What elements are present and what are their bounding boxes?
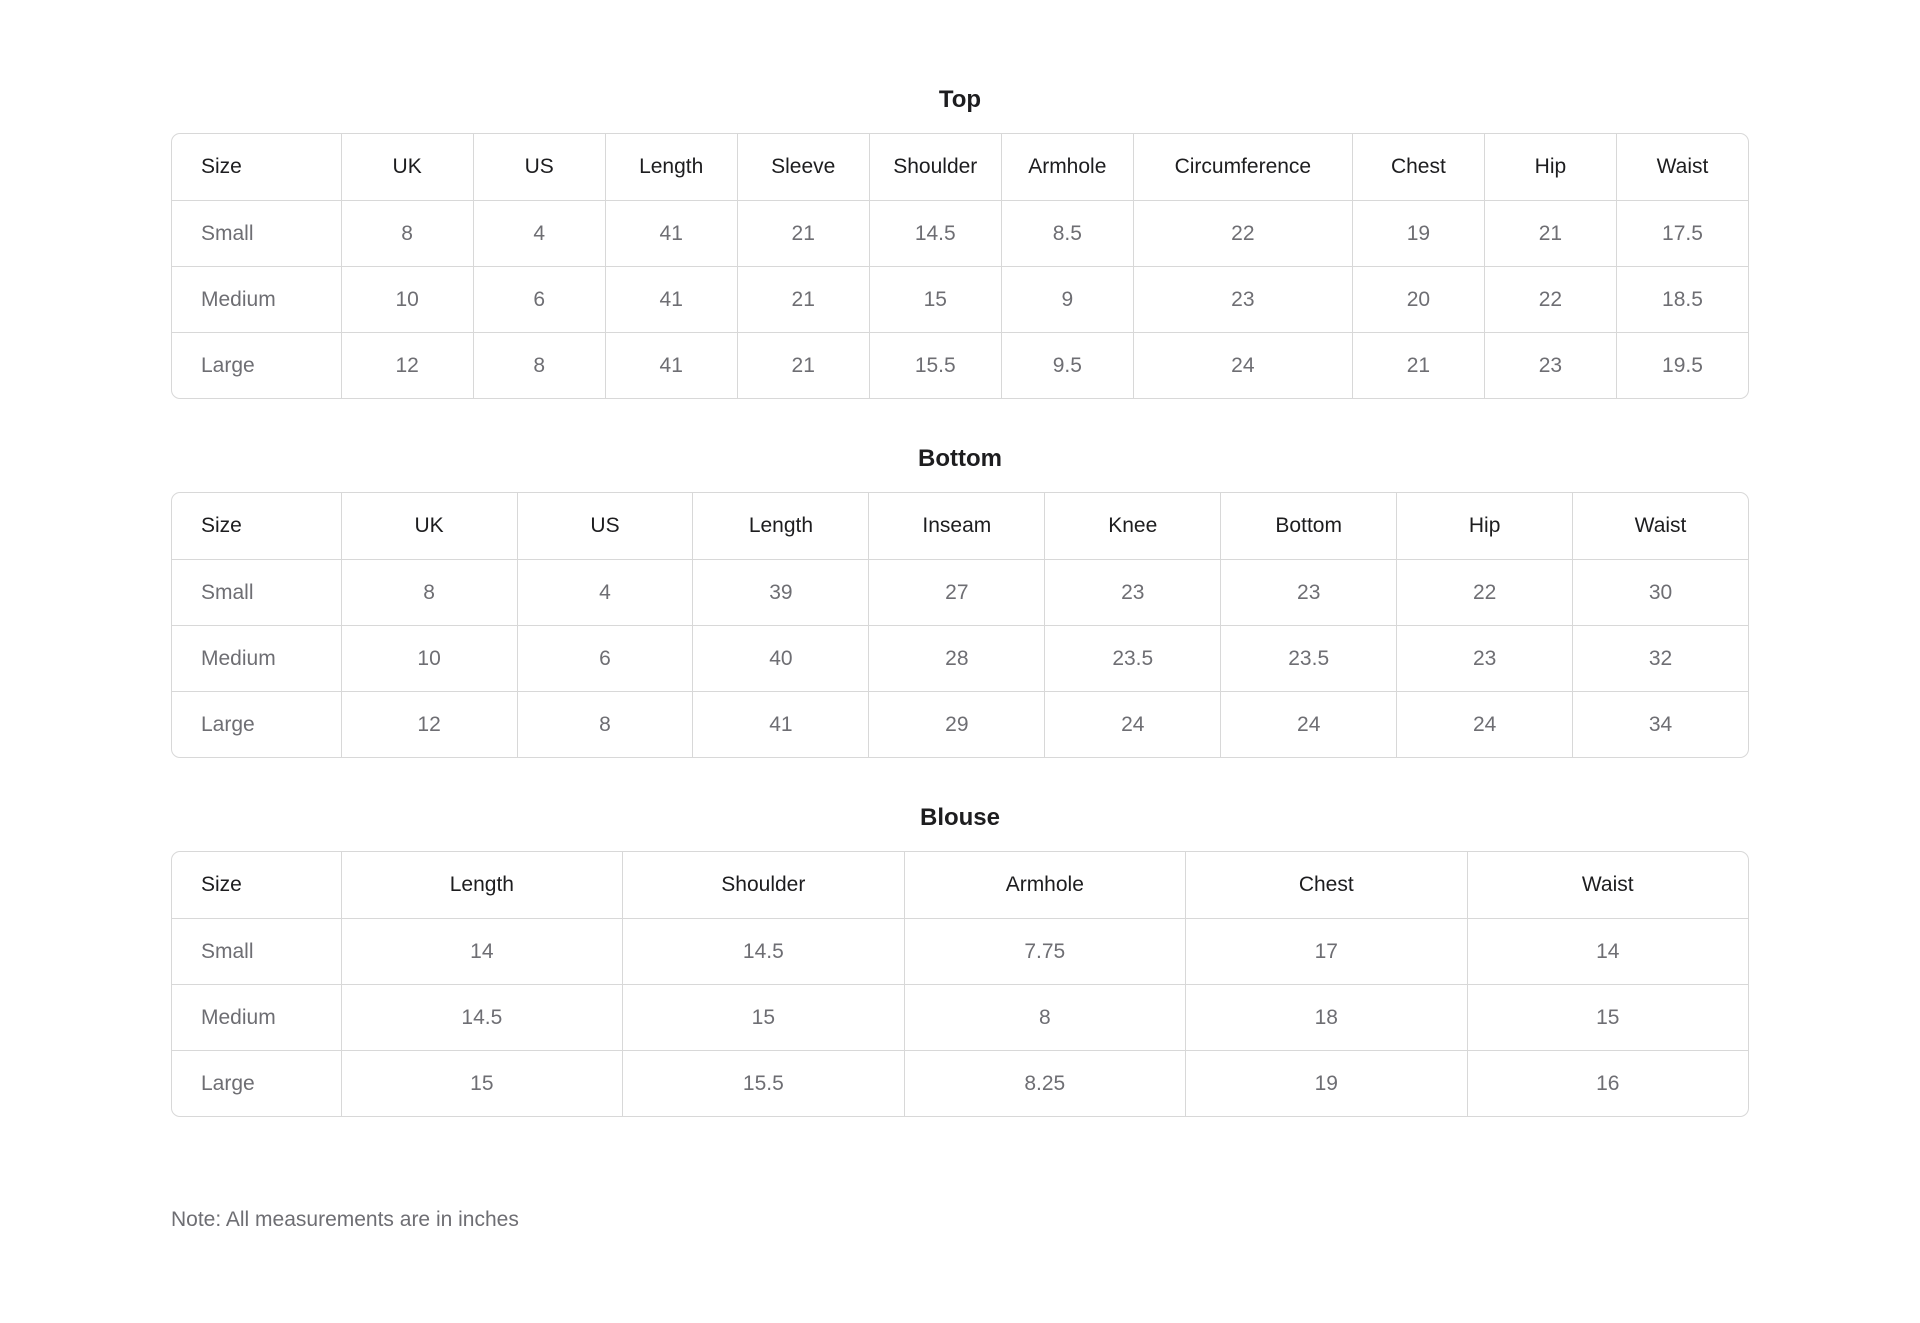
section-bottom xyxy=(171,445,1749,758)
column-header: US xyxy=(473,134,605,200)
measurement-cell: 41 xyxy=(605,332,737,398)
column-header: Circumference xyxy=(1133,134,1352,200)
measurement-cell: 34 xyxy=(1572,691,1748,757)
measurement-cell: 8 xyxy=(517,691,693,757)
column-header: Hip xyxy=(1396,493,1572,559)
size-label-cell: Medium xyxy=(172,984,341,1050)
measurement-cell: 4 xyxy=(517,559,693,625)
column-header: Bottom xyxy=(1220,493,1396,559)
measurement-cell: 20 xyxy=(1352,266,1484,332)
size-table-top xyxy=(172,134,1748,398)
measurement-cell: 9.5 xyxy=(1001,332,1133,398)
measurement-cell: 39 xyxy=(692,559,868,625)
measurement-cell: 23 xyxy=(1044,559,1220,625)
measurement-cell: 21 xyxy=(737,332,869,398)
measurement-cell: 8 xyxy=(904,984,1185,1050)
measurement-cell: 8 xyxy=(473,332,605,398)
size-table-bottom-wrap xyxy=(171,492,1749,758)
table-row xyxy=(172,918,1748,984)
measurement-cell: 14 xyxy=(341,918,622,984)
column-header: Length xyxy=(605,134,737,200)
measurement-cell: 8.25 xyxy=(904,1050,1185,1116)
table-row xyxy=(172,266,1748,332)
measurement-cell: 40 xyxy=(692,625,868,691)
measurement-cell: 29 xyxy=(868,691,1044,757)
size-label-cell: Large xyxy=(172,1050,341,1116)
measurement-cell: 18 xyxy=(1185,984,1466,1050)
measurement-cell: 17 xyxy=(1185,918,1466,984)
measurement-cell: 15 xyxy=(622,984,903,1050)
measurement-cell: 41 xyxy=(605,266,737,332)
measurement-cell: 12 xyxy=(341,332,473,398)
measurement-cell: 23 xyxy=(1484,332,1616,398)
measurement-cell: 23.5 xyxy=(1220,625,1396,691)
measurement-cell: 15 xyxy=(1467,984,1749,1050)
column-header: UK xyxy=(341,493,517,559)
column-header: Inseam xyxy=(868,493,1044,559)
measurement-cell: 8 xyxy=(341,559,517,625)
measurement-cell: 21 xyxy=(737,200,869,266)
measurement-cell: 4 xyxy=(473,200,605,266)
column-header: Waist xyxy=(1572,493,1748,559)
size-table-top-wrap xyxy=(171,133,1749,399)
measurement-cell: 14.5 xyxy=(622,918,903,984)
measurement-cell: 21 xyxy=(737,266,869,332)
column-header: Length xyxy=(692,493,868,559)
measurement-cell: 12 xyxy=(341,691,517,757)
table-row xyxy=(172,691,1748,757)
section-top xyxy=(171,86,1749,399)
measurement-cell: 22 xyxy=(1396,559,1572,625)
size-label-cell: Small xyxy=(172,918,341,984)
measurement-cell: 6 xyxy=(473,266,605,332)
size-table-blouse xyxy=(172,852,1748,1116)
measurement-cell: 10 xyxy=(341,266,473,332)
measurement-cell: 28 xyxy=(868,625,1044,691)
measurement-cell: 14.5 xyxy=(869,200,1001,266)
column-header: Sleeve xyxy=(737,134,869,200)
measurement-cell: 19 xyxy=(1185,1050,1466,1116)
size-label-cell: Small xyxy=(172,559,341,625)
header-row xyxy=(172,852,1748,918)
measurement-cell: 18.5 xyxy=(1616,266,1748,332)
measurement-cell: 10 xyxy=(341,625,517,691)
measurement-cell: 23 xyxy=(1133,266,1352,332)
size-label-cell: Small xyxy=(172,200,341,266)
column-header: Waist xyxy=(1616,134,1748,200)
measurement-cell: 15.5 xyxy=(869,332,1001,398)
measurement-cell: 15.5 xyxy=(622,1050,903,1116)
column-header: US xyxy=(517,493,693,559)
measurement-cell: 21 xyxy=(1352,332,1484,398)
column-header: Length xyxy=(341,852,622,918)
size-table-blouse-wrap xyxy=(171,851,1749,1117)
header-row xyxy=(172,493,1748,559)
measurement-cell: 19 xyxy=(1352,200,1484,266)
measurement-cell: 8.5 xyxy=(1001,200,1133,266)
measurement-cell: 14 xyxy=(1467,918,1749,984)
measurement-cell: 16 xyxy=(1467,1050,1749,1116)
column-header: Chest xyxy=(1352,134,1484,200)
column-header: Shoulder xyxy=(869,134,1001,200)
table-row xyxy=(172,559,1748,625)
measurement-cell: 41 xyxy=(605,200,737,266)
column-header: Size xyxy=(201,155,242,178)
measurement-cell: 7.75 xyxy=(904,918,1185,984)
column-header: Armhole xyxy=(1001,134,1133,200)
measurement-cell: 21 xyxy=(1484,200,1616,266)
measurement-cell: 22 xyxy=(1133,200,1352,266)
measurement-cell: 17.5 xyxy=(1616,200,1748,266)
measurement-cell: 30 xyxy=(1572,559,1748,625)
column-header: Hip xyxy=(1484,134,1616,200)
measurement-note: Note: All measurements are in inches xyxy=(171,1208,519,1231)
size-label-cell: Large xyxy=(172,332,341,398)
measurement-cell: 24 xyxy=(1396,691,1572,757)
measurement-cell: 41 xyxy=(692,691,868,757)
section-title-bottom: Bottom xyxy=(918,445,1002,472)
size-label-cell: Medium xyxy=(172,266,341,332)
measurement-cell: 23.5 xyxy=(1044,625,1220,691)
section-blouse xyxy=(171,804,1749,1117)
measurement-cell: 23 xyxy=(1220,559,1396,625)
section-title-top: Top xyxy=(938,86,982,113)
measurement-cell: 23 xyxy=(1396,625,1572,691)
header-row xyxy=(172,134,1748,200)
measurement-cell: 8 xyxy=(341,200,473,266)
measurement-cell: 14.5 xyxy=(341,984,622,1050)
measurement-cell: 24 xyxy=(1133,332,1352,398)
measurement-cell: 24 xyxy=(1220,691,1396,757)
table-row xyxy=(172,625,1748,691)
measurement-cell: 24 xyxy=(1044,691,1220,757)
column-header: Knee xyxy=(1044,493,1220,559)
measurement-cell: 32 xyxy=(1572,625,1748,691)
table-row xyxy=(172,984,1748,1050)
column-header: Waist xyxy=(1467,852,1749,918)
section-title-blouse: Blouse xyxy=(919,804,1000,831)
table-row xyxy=(172,332,1748,398)
measurement-cell: 15 xyxy=(869,266,1001,332)
measurement-cell: 19.5 xyxy=(1616,332,1748,398)
measurement-cell: 15 xyxy=(341,1050,622,1116)
size-label-cell: Medium xyxy=(172,625,341,691)
column-header: Size xyxy=(201,514,242,537)
size-table-bottom xyxy=(172,493,1748,757)
table-row xyxy=(172,1050,1748,1116)
table-row xyxy=(172,200,1748,266)
column-header: Armhole xyxy=(904,852,1185,918)
column-header: Size xyxy=(201,873,242,896)
measurement-cell: 6 xyxy=(517,625,693,691)
measurement-cell: 22 xyxy=(1484,266,1616,332)
column-header: Chest xyxy=(1185,852,1466,918)
measurement-cell: 27 xyxy=(868,559,1044,625)
column-header: UK xyxy=(341,134,473,200)
measurement-cell: 9 xyxy=(1001,266,1133,332)
size-label-cell: Large xyxy=(172,691,341,757)
column-header: Shoulder xyxy=(622,852,903,918)
